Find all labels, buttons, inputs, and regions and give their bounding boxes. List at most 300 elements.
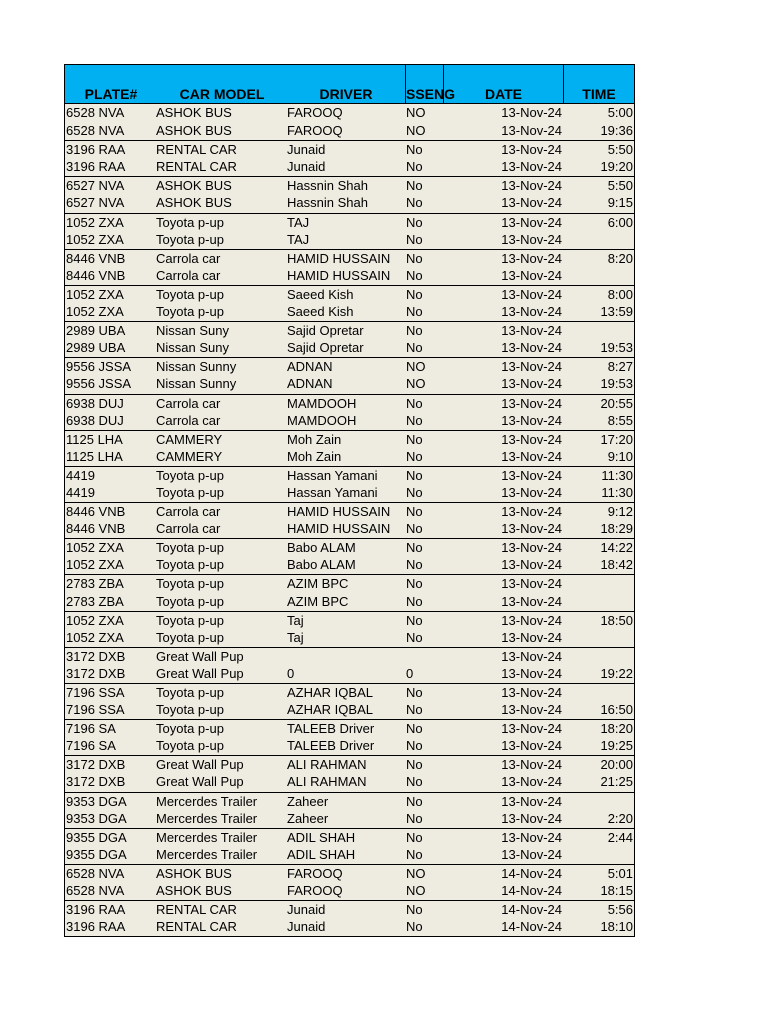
cell-plate[interactable]: 7196 SA <box>66 738 116 754</box>
cell-date[interactable]: 13-Nov-24 <box>501 359 562 375</box>
cell-car-model[interactable]: Mercerdes Trailer <box>156 846 258 862</box>
table-right-border <box>634 629 635 647</box>
cell-car-model[interactable]: Carrola car <box>156 521 221 537</box>
cell-time[interactable]: 19:53 <box>600 376 633 392</box>
cell-plate[interactable]: 4419 <box>66 467 95 483</box>
cell-plate[interactable]: 3172 DXB <box>66 774 126 790</box>
cell-date[interactable]: 13-Nov-24 <box>501 323 562 339</box>
cell-time[interactable]: 5:50 <box>607 142 633 158</box>
cell-date[interactable]: 13-Nov-24 <box>501 521 562 537</box>
cell-driver[interactable]: Hassan Yamani <box>287 484 378 500</box>
cell-plate[interactable]: 1052 ZXA <box>66 304 124 320</box>
cell-passenger[interactable]: No <box>406 448 423 464</box>
header-date[interactable]: DATE <box>443 65 563 103</box>
table-row <box>64 611 635 629</box>
cell-passenger[interactable]: No <box>406 829 423 845</box>
cell-time[interactable]: 5:50 <box>607 178 633 194</box>
cell-date[interactable]: 13-Nov-24 <box>501 105 562 120</box>
cell-car-model[interactable]: Carrola car <box>156 412 221 428</box>
cell-date[interactable]: 13-Nov-24 <box>501 757 562 773</box>
cell-passenger[interactable]: No <box>406 250 423 266</box>
cell-plate[interactable]: 6527 NVA <box>66 178 125 194</box>
cell-date[interactable]: 13-Nov-24 <box>501 540 562 556</box>
cell-driver[interactable]: Zaheer <box>287 810 329 826</box>
cell-passenger[interactable]: No <box>406 286 423 302</box>
cell-date[interactable]: 13-Nov-24 <box>501 178 562 194</box>
cell-time[interactable]: 5:01 <box>607 865 633 881</box>
cell-driver[interactable]: ADNAN <box>287 376 333 392</box>
table-row <box>64 882 635 900</box>
cell-driver[interactable]: Sajid Opretar <box>287 323 364 339</box>
cell-time[interactable]: 5:00 <box>607 105 633 120</box>
cell-driver[interactable]: Taj <box>287 612 304 628</box>
cell-date[interactable]: 13-Nov-24 <box>501 648 562 664</box>
cell-passenger[interactable]: No <box>406 431 423 447</box>
cell-plate[interactable]: 1052 ZXA <box>66 286 124 302</box>
cell-date[interactable]: 13-Nov-24 <box>501 774 562 790</box>
cell-plate[interactable]: 3172 DXB <box>66 648 126 664</box>
cell-date[interactable]: 13-Nov-24 <box>501 376 562 392</box>
table-right-border <box>634 810 635 828</box>
cell-date[interactable]: 13-Nov-24 <box>501 340 562 356</box>
cell-plate[interactable]: 8446 VNB <box>66 521 126 537</box>
cell-time[interactable]: 8:20 <box>607 250 633 266</box>
cell-date[interactable]: 13-Nov-24 <box>501 504 562 520</box>
cell-driver[interactable]: Hassan Yamani <box>287 467 378 483</box>
cell-time[interactable]: 21:25 <box>600 774 633 790</box>
cell-car-model[interactable]: ASHOK BUS <box>156 123 232 139</box>
cell-car-model[interactable]: Great Wall Pup <box>156 665 244 681</box>
cell-date[interactable]: 13-Nov-24 <box>501 159 562 175</box>
cell-date[interactable]: 13-Nov-24 <box>501 702 562 718</box>
cell-plate[interactable]: 3172 DXB <box>66 757 126 773</box>
cell-passenger[interactable]: No <box>406 774 423 790</box>
cell-plate[interactable]: 3196 RAA <box>66 142 126 158</box>
cell-car-model[interactable]: RENTAL CAR <box>156 159 237 175</box>
cell-car-model[interactable]: Nissan Sunny <box>156 359 237 375</box>
cell-time[interactable]: 19:36 <box>600 123 633 139</box>
cell-car-model[interactable]: CAMMERY <box>156 431 223 447</box>
cell-passenger[interactable]: No <box>406 557 423 573</box>
cell-time[interactable]: 8:55 <box>607 412 633 428</box>
cell-passenger[interactable]: No <box>406 214 423 230</box>
cell-time[interactable]: 18:50 <box>600 612 633 628</box>
cell-date[interactable]: 13-Nov-24 <box>501 721 562 737</box>
cell-car-model[interactable]: ASHOK BUS <box>156 883 232 899</box>
cell-car-model[interactable]: Toyota p-up <box>156 304 224 320</box>
cell-plate[interactable]: 1052 ZXA <box>66 540 124 556</box>
cell-plate[interactable]: 2989 UBA <box>66 340 126 356</box>
cell-passenger[interactable]: No <box>406 685 423 700</box>
cell-passenger[interactable]: No <box>406 721 423 737</box>
cell-plate[interactable]: 9556 JSSA <box>66 359 132 375</box>
cell-driver[interactable]: HAMID HUSSAIN <box>287 250 391 266</box>
cell-driver[interactable]: FAROOQ <box>287 883 343 899</box>
cell-time[interactable]: 19:22 <box>600 665 633 681</box>
cell-plate[interactable]: 6938 DUJ <box>66 395 124 411</box>
cell-passenger[interactable]: No <box>406 540 423 556</box>
cell-car-model[interactable]: Toyota p-up <box>156 738 224 754</box>
cell-time[interactable]: 13:59 <box>600 304 633 320</box>
cell-passenger[interactable]: No <box>406 757 423 773</box>
cell-date[interactable]: 13-Nov-24 <box>501 629 562 645</box>
cell-date[interactable]: 13-Nov-24 <box>501 793 562 809</box>
table-left-border <box>64 231 65 249</box>
cell-plate[interactable]: 1125 LHA <box>66 448 123 464</box>
cell-date[interactable]: 14-Nov-24 <box>501 865 562 881</box>
cell-plate[interactable]: 6938 DUJ <box>66 412 124 428</box>
table-row <box>64 701 635 719</box>
cell-driver[interactable]: TAJ <box>287 214 310 230</box>
table-row <box>64 719 635 737</box>
cell-time[interactable]: 11:30 <box>601 467 633 483</box>
cell-plate[interactable]: 6528 NVA <box>66 123 125 139</box>
cell-time[interactable]: 19:25 <box>600 738 633 754</box>
table-left-border <box>64 395 65 412</box>
cell-plate[interactable]: 9355 DGA <box>66 846 127 862</box>
cell-plate[interactable]: 9353 DGA <box>66 810 127 826</box>
cell-time[interactable]: 14:22 <box>600 540 633 556</box>
cell-date[interactable]: 13-Nov-24 <box>501 484 562 500</box>
table-right-border <box>634 865 635 882</box>
cell-car-model[interactable]: Mercerdes Trailer <box>156 829 258 845</box>
cell-driver[interactable]: Moh Zain <box>287 448 342 464</box>
cell-car-model[interactable]: Toyota p-up <box>156 214 224 230</box>
cell-plate[interactable]: 3196 RAA <box>66 919 126 935</box>
table-row <box>64 466 635 484</box>
cell-driver[interactable]: ADNAN <box>287 359 333 375</box>
cell-passenger[interactable]: NO <box>406 883 426 899</box>
cell-driver[interactable]: FAROOQ <box>287 105 343 120</box>
cell-driver[interactable]: TAJ <box>287 231 310 247</box>
cell-car-model[interactable]: Toyota p-up <box>156 467 224 483</box>
cell-date[interactable]: 13-Nov-24 <box>501 665 562 681</box>
cell-date[interactable]: 13-Nov-24 <box>501 304 562 320</box>
table-left-border <box>64 448 65 466</box>
table-row <box>64 683 635 701</box>
cell-driver[interactable]: Junaid <box>287 142 326 158</box>
cell-plate[interactable]: 1052 ZXA <box>66 231 124 247</box>
cell-passenger[interactable]: NO <box>406 376 426 392</box>
cell-date[interactable]: 13-Nov-24 <box>501 829 562 845</box>
table-left-border <box>64 375 65 393</box>
cell-car-model[interactable]: Toyota p-up <box>156 629 224 645</box>
table-right-border <box>634 901 635 918</box>
cell-passenger[interactable]: No <box>406 919 423 935</box>
cell-car-model[interactable]: Nissan Suny <box>156 323 229 339</box>
cell-time[interactable]: 2:44 <box>607 829 633 845</box>
cell-plate[interactable]: 7196 SSA <box>66 702 125 718</box>
table-right-border <box>634 593 635 611</box>
cell-plate[interactable]: 8446 VNB <box>66 250 126 266</box>
table-row <box>64 484 635 502</box>
cell-car-model[interactable]: Nissan Sunny <box>156 376 237 392</box>
cell-plate[interactable]: 6528 NVA <box>66 105 125 120</box>
cell-date[interactable]: 13-Nov-24 <box>501 593 562 609</box>
cell-time[interactable]: 19:53 <box>600 340 633 356</box>
table-row <box>64 773 635 791</box>
cell-plate[interactable]: 2783 ZBA <box>66 593 124 609</box>
cell-car-model[interactable]: Toyota p-up <box>156 557 224 573</box>
cell-car-model[interactable]: Nissan Suny <box>156 340 229 356</box>
cell-car-model[interactable]: Great Wall Pup <box>156 757 244 773</box>
cell-time[interactable]: 9:15 <box>607 195 633 211</box>
cell-passenger[interactable]: No <box>406 521 423 537</box>
cell-driver[interactable]: FAROOQ <box>287 123 343 139</box>
cell-driver[interactable]: Sajid Opretar <box>287 340 364 356</box>
cell-plate[interactable]: 1052 ZXA <box>66 557 124 573</box>
table-right-border <box>634 448 635 466</box>
cell-plate[interactable]: 1052 ZXA <box>66 612 124 628</box>
cell-passenger[interactable]: No <box>406 902 423 918</box>
cell-passenger[interactable]: No <box>406 484 423 500</box>
cell-plate[interactable]: 7196 SA <box>66 721 116 737</box>
cell-date[interactable]: 13-Nov-24 <box>501 231 562 247</box>
cell-time[interactable]: 2:20 <box>607 810 633 826</box>
cell-driver[interactable]: Saeed Kish <box>287 304 354 320</box>
cell-passenger[interactable]: NO <box>406 865 426 881</box>
cell-passenger[interactable]: No <box>406 195 423 211</box>
cell-time[interactable]: 8:00 <box>607 286 633 302</box>
cell-driver[interactable]: AZIM BPC <box>287 576 349 592</box>
cell-car-model[interactable]: Carrola car <box>156 267 221 283</box>
cell-driver[interactable]: AZHAR IQBAL <box>287 702 373 718</box>
cell-time[interactable]: 18:29 <box>600 521 633 537</box>
header-driver[interactable]: DRIVER <box>319 86 373 102</box>
cell-passenger[interactable]: No <box>406 793 423 809</box>
cell-date[interactable]: 13-Nov-24 <box>501 214 562 230</box>
cell-plate[interactable]: 2989 UBA <box>66 323 126 339</box>
cell-passenger[interactable]: No <box>406 612 423 628</box>
cell-driver[interactable]: 0 <box>287 665 295 681</box>
cell-plate[interactable]: 6528 NVA <box>66 865 125 881</box>
cell-passenger[interactable]: No <box>406 267 423 283</box>
cell-passenger[interactable]: No <box>406 395 423 411</box>
cell-driver[interactable]: Saeed Kish <box>287 286 354 302</box>
cell-passenger[interactable]: No <box>406 142 423 158</box>
cell-driver[interactable]: Junaid <box>287 159 326 175</box>
cell-car-model[interactable]: Carrola car <box>156 504 221 520</box>
cell-car-model[interactable]: Mercerdes Trailer <box>156 793 258 809</box>
cell-passenger[interactable]: No <box>406 467 423 483</box>
cell-date[interactable]: 13-Nov-24 <box>501 810 562 826</box>
cell-plate[interactable]: 9556 JSSA <box>66 376 132 392</box>
cell-passenger[interactable]: 0 <box>406 665 414 681</box>
cell-passenger[interactable]: No <box>406 323 423 339</box>
cell-passenger[interactable]: No <box>406 593 423 609</box>
cell-car-model[interactable]: Carrola car <box>156 250 221 266</box>
cell-passenger[interactable]: No <box>406 412 423 428</box>
cell-car-model[interactable]: Toyota p-up <box>156 540 224 556</box>
table-left-border <box>64 412 65 430</box>
cell-plate[interactable]: 7196 SSA <box>66 685 125 700</box>
cell-plate[interactable]: 4419 <box>66 484 95 500</box>
cell-plate[interactable]: 1052 ZXA <box>66 214 124 230</box>
cell-date[interactable]: 14-Nov-24 <box>501 902 562 918</box>
cell-car-model[interactable]: RENTAL CAR <box>156 902 237 918</box>
table-row <box>64 285 635 303</box>
cell-driver[interactable]: Babo ALAM <box>287 540 356 556</box>
cell-date[interactable]: 13-Nov-24 <box>501 431 562 447</box>
cell-passenger[interactable]: No <box>406 231 423 247</box>
cell-date[interactable]: 13-Nov-24 <box>501 395 562 411</box>
cell-plate[interactable]: 3196 RAA <box>66 902 126 918</box>
cell-passenger[interactable]: No <box>406 576 423 592</box>
cell-date[interactable]: 13-Nov-24 <box>501 846 562 862</box>
cell-date[interactable]: 13-Nov-24 <box>501 195 562 211</box>
cell-passenger[interactable]: No <box>406 304 423 320</box>
cell-passenger[interactable]: No <box>406 504 423 520</box>
cell-time[interactable]: 19:20 <box>600 159 633 175</box>
cell-date[interactable]: 13-Nov-24 <box>501 142 562 158</box>
cell-plate[interactable]: 6527 NVA <box>66 195 125 211</box>
cell-plate[interactable]: 2783 ZBA <box>66 576 124 592</box>
header-time[interactable]: TIME <box>563 65 634 103</box>
cell-date[interactable]: 13-Nov-24 <box>501 267 562 283</box>
cell-driver[interactable]: Taj <box>287 629 304 645</box>
cell-plate[interactable]: 1052 ZXA <box>66 629 124 645</box>
spreadsheet-table <box>64 64 635 937</box>
cell-driver[interactable]: FAROOQ <box>287 865 343 881</box>
cell-car-model[interactable]: Toyota p-up <box>156 685 224 700</box>
cell-car-model[interactable]: ASHOK BUS <box>156 865 232 881</box>
cell-car-model[interactable]: Mercerdes Trailer <box>156 810 258 826</box>
cell-driver[interactable]: Babo ALAM <box>287 557 356 573</box>
table-row <box>64 810 635 828</box>
cell-car-model[interactable]: Great Wall Pup <box>156 774 244 790</box>
cell-driver[interactable]: HAMID HUSSAIN <box>287 504 391 520</box>
cell-date[interactable]: 13-Nov-24 <box>501 738 562 754</box>
cell-car-model[interactable]: Toyota p-up <box>156 484 224 500</box>
cell-driver[interactable]: ALI RAHMAN <box>287 774 367 790</box>
cell-plate[interactable]: 9353 DGA <box>66 793 127 809</box>
table-row <box>64 448 635 466</box>
cell-driver[interactable]: ADIL SHAH <box>287 829 356 845</box>
cell-time[interactable]: 9:12 <box>607 504 633 520</box>
cell-driver[interactable]: HAMID HUSSAIN <box>287 267 391 283</box>
cell-date[interactable]: 13-Nov-24 <box>501 685 562 700</box>
cell-passenger[interactable]: NO <box>406 359 426 375</box>
cell-plate[interactable]: 3172 DXB <box>66 665 126 681</box>
cell-driver[interactable]: Junaid <box>287 919 326 935</box>
cell-plate[interactable]: 1125 LHA <box>66 431 123 447</box>
cell-car-model[interactable]: Toyota p-up <box>156 231 224 247</box>
cell-date[interactable]: 13-Nov-24 <box>501 412 562 428</box>
cell-car-model[interactable]: ASHOK BUS <box>156 178 232 194</box>
cell-date[interactable]: 13-Nov-24 <box>501 467 562 483</box>
cell-driver[interactable]: AZIM BPC <box>287 593 349 609</box>
cell-driver[interactable]: MAMDOOH <box>287 395 357 411</box>
header-plate[interactable]: PLATE# <box>84 86 138 102</box>
cell-time[interactable]: 20:00 <box>600 757 633 773</box>
cell-date[interactable]: 13-Nov-24 <box>501 612 562 628</box>
cell-car-model[interactable]: Great Wall Pup <box>156 648 244 664</box>
cell-car-model[interactable]: Carrola car <box>156 395 221 411</box>
cell-date[interactable]: 13-Nov-24 <box>501 448 562 464</box>
cell-passenger[interactable]: NO <box>406 123 426 139</box>
cell-passenger[interactable]: No <box>406 629 423 645</box>
cell-driver[interactable]: TALEEB Driver <box>287 721 375 737</box>
cell-car-model[interactable]: Toyota p-up <box>156 576 224 592</box>
cell-car-model[interactable]: ASHOK BUS <box>156 105 232 120</box>
cell-car-model[interactable]: CAMMERY <box>156 448 223 464</box>
cell-car-model[interactable]: Toyota p-up <box>156 286 224 302</box>
cell-date[interactable]: 13-Nov-24 <box>501 286 562 302</box>
cell-passenger[interactable]: No <box>406 702 423 718</box>
cell-car-model[interactable]: Toyota p-up <box>156 721 224 737</box>
cell-time[interactable]: 9:10 <box>607 448 633 464</box>
cell-passenger[interactable]: No <box>406 159 423 175</box>
cell-date[interactable]: 14-Nov-24 <box>501 919 562 935</box>
cell-passenger[interactable]: No <box>406 846 423 862</box>
cell-driver[interactable]: Hassnin Shah <box>287 195 368 211</box>
table-row <box>64 900 635 918</box>
cell-date[interactable]: 14-Nov-24 <box>501 883 562 899</box>
cell-driver[interactable]: Moh Zain <box>287 431 342 447</box>
table-left-border <box>64 810 65 828</box>
cell-date[interactable]: 13-Nov-24 <box>501 250 562 266</box>
cell-time[interactable]: 5:56 <box>607 902 633 918</box>
table-left-border <box>64 648 65 665</box>
cell-time[interactable]: 8:27 <box>607 359 633 375</box>
table-row <box>64 846 635 864</box>
cell-driver[interactable]: Zaheer <box>287 793 329 809</box>
table-left-border <box>64 918 65 936</box>
cell-time[interactable]: 17:20 <box>600 431 633 447</box>
cell-time[interactable]: 6:00 <box>607 214 633 230</box>
cell-plate[interactable]: 9355 DGA <box>66 829 127 845</box>
cell-car-model[interactable]: RENTAL CAR <box>156 919 237 935</box>
cell-driver[interactable]: Hassnin Shah <box>287 178 368 194</box>
cell-car-model[interactable]: RENTAL CAR <box>156 142 237 158</box>
cell-plate[interactable]: 8446 VNB <box>66 504 126 520</box>
table-row <box>64 104 635 122</box>
cell-passenger[interactable]: No <box>406 178 423 194</box>
cell-time[interactable]: 18:42 <box>600 557 633 573</box>
cell-driver[interactable]: Junaid <box>287 902 326 918</box>
cell-date[interactable]: 13-Nov-24 <box>501 557 562 573</box>
cell-driver[interactable]: AZHAR IQBAL <box>287 685 373 700</box>
cell-plate[interactable]: 3196 RAA <box>66 159 126 175</box>
cell-date[interactable]: 13-Nov-24 <box>501 123 562 139</box>
cell-car-model[interactable]: Toyota p-up <box>156 593 224 609</box>
cell-driver[interactable]: ALI RAHMAN <box>287 757 367 773</box>
cell-time[interactable]: 18:10 <box>600 919 633 935</box>
cell-driver[interactable]: TALEEB Driver <box>287 738 375 754</box>
cell-driver[interactable]: HAMID HUSSAIN <box>287 521 391 537</box>
cell-driver[interactable]: MAMDOOH <box>287 412 357 428</box>
cell-date[interactable]: 13-Nov-24 <box>501 576 562 592</box>
cell-time[interactable]: 16:50 <box>600 702 633 718</box>
cell-passenger[interactable]: No <box>406 340 423 356</box>
cell-passenger[interactable]: No <box>406 810 423 826</box>
cell-driver[interactable]: ADIL SHAH <box>287 846 356 862</box>
cell-time[interactable]: 18:15 <box>600 883 633 899</box>
cell-passenger[interactable]: NO <box>406 105 426 120</box>
cell-time[interactable]: 18:20 <box>600 721 633 737</box>
cell-plate[interactable]: 8446 VNB <box>66 267 126 283</box>
table-row <box>64 629 635 647</box>
cell-plate[interactable]: 6528 NVA <box>66 883 125 899</box>
cell-car-model[interactable]: Toyota p-up <box>156 612 224 628</box>
cell-car-model[interactable]: ASHOK BUS <box>156 195 232 211</box>
header-passenger[interactable]: SSENG <box>405 65 443 103</box>
cell-car-model[interactable]: Toyota p-up <box>156 702 224 718</box>
header-car-model[interactable]: CAR MODEL <box>179 86 265 102</box>
cell-passenger[interactable]: No <box>406 738 423 754</box>
cell-time[interactable]: 20:55 <box>600 395 633 411</box>
cell-time[interactable]: 11:30 <box>601 484 633 500</box>
